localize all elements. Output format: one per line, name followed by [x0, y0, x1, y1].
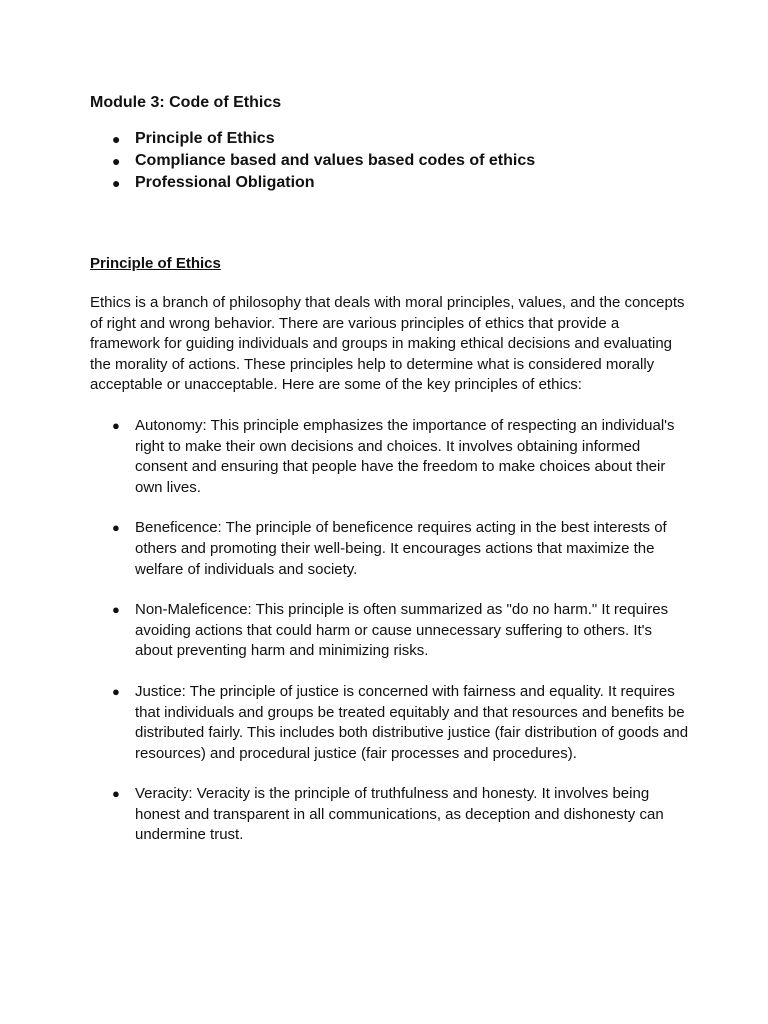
principle-text: Justice: The principle of justice is concerned with fairness and equality. It requires that individuals and groups be treated equitably and that resources and benefits be distributed fairly. This includes both distributive justice (fair distribution of goods and resources) and procedural justice (fair processes and procedures).: [135, 682, 689, 762]
principle-list: [90, 416, 690, 846]
principle-item: [90, 518, 690, 580]
bullet-icon: ●: [112, 786, 120, 802]
topic-list: [90, 128, 690, 194]
document-page: [90, 92, 690, 866]
topic-label: Compliance based and values based codes of ethics: [135, 152, 536, 169]
principle-item: [90, 784, 690, 846]
principle-item: [90, 600, 690, 662]
topic-item: [90, 128, 690, 150]
bullet-icon: ●: [112, 520, 120, 536]
principle-text: Non-Maleficence: This principle is often summarized as "do no harm." It requires avoiding actions that could harm or cause unnecessary suffering to others. It's about preventing harm and minimizing risks.: [135, 601, 669, 660]
principle-text: Beneficence: The principle of beneficence requires acting in the best interests of others and promoting their well-being. It encourages actions that maximize the welfare of individuals and society.: [135, 519, 667, 578]
bullet-icon: ●: [112, 153, 121, 169]
bullet-icon: ●: [112, 131, 121, 147]
section-heading: Principle of Ethics: [90, 255, 221, 272]
topic-item: [90, 150, 690, 172]
module-title: Module 3: Code of Ethics: [90, 94, 282, 111]
bullet-icon: ●: [112, 175, 121, 191]
bullet-icon: ●: [112, 683, 120, 699]
principle-item: [90, 682, 690, 764]
topic-label: Principle of Ethics: [135, 130, 275, 147]
topic-item: [90, 172, 690, 194]
intro-paragraph: Ethics is a branch of philosophy that deals with moral principles, values, and the concepts of right and wrong behavior. There are various principles of ethics that provide a framework for guiding individuals and groups in making ethical decisions and evaluating the morality of actions. These principles help to determine what is considered morally acceptable or unacceptable. Here are some of the key principles of ethics:: [90, 294, 685, 394]
topic-label: Professional Obligation: [135, 174, 315, 191]
principle-text: Veracity: Veracity is the principle of truthfulness and honesty. It involves being honest and transparent in all communications, as deception and dishonesty can undermine trust.: [135, 785, 664, 844]
bullet-icon: ●: [112, 417, 120, 433]
principle-text: Autonomy: This principle emphasizes the importance of respecting an individual's right to make their own decisions and choices. It involves obtaining informed consent and ensuring that people have the freedom to make choices about their own lives.: [135, 416, 675, 496]
bullet-icon: ●: [112, 602, 120, 618]
principle-item: [90, 416, 690, 498]
